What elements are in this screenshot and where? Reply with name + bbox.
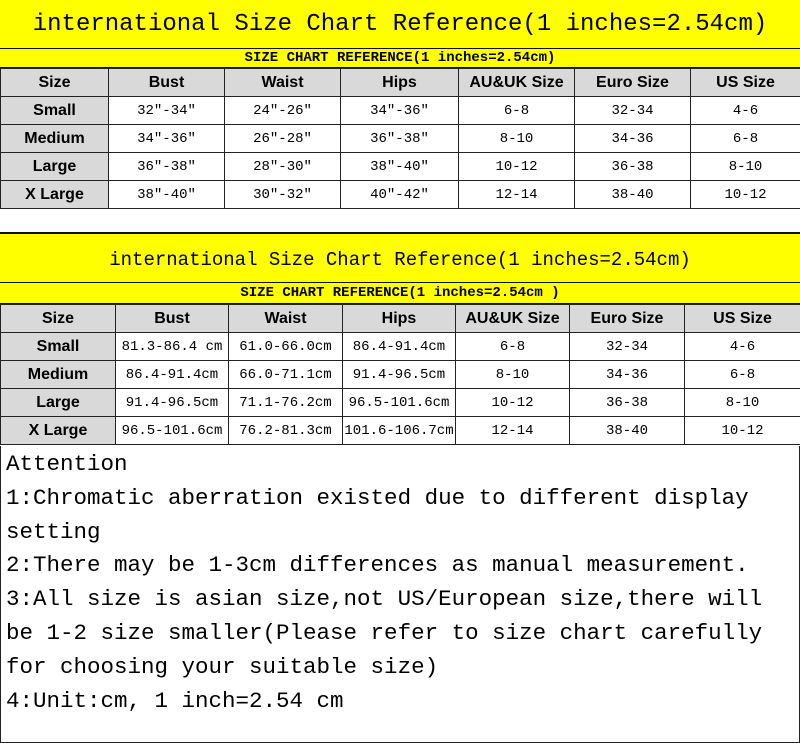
size-value: 86.4-91.4cm: [343, 333, 456, 361]
size-value: 81.3-86.4 cm: [116, 333, 229, 361]
size-value: 36″-38″: [341, 125, 459, 153]
size-chart-cm: [0, 232, 800, 445]
size-table: [0, 68, 800, 209]
size-value: 24″-26″: [225, 97, 341, 125]
size-value: 91.4-96.5cm: [343, 361, 456, 389]
column-header: Euro Size: [575, 69, 691, 97]
size-value: 36-38: [570, 389, 685, 417]
size-label: Large: [1, 153, 109, 181]
column-header: Bust: [109, 69, 225, 97]
size-label: Medium: [1, 125, 109, 153]
size-value: 4-6: [691, 97, 800, 125]
size-value: 4-6: [685, 333, 800, 361]
size-value: 76.2-81.3cm: [229, 417, 343, 445]
size-value: 10-12: [459, 153, 575, 181]
size-table: [0, 304, 800, 445]
size-value: 12-14: [456, 417, 570, 445]
table-row: [1, 361, 800, 389]
table-header-row: [1, 305, 800, 333]
column-header: Hips: [341, 69, 459, 97]
size-value: 6-8: [459, 97, 575, 125]
size-value: 66.0-71.1cm: [229, 361, 343, 389]
column-header: AU&UK Size: [459, 69, 575, 97]
size-value: 91.4-96.5cm: [116, 389, 229, 417]
column-header: US Size: [685, 305, 800, 333]
table-header-row: [1, 69, 800, 97]
size-value: 96.5-101.6cm: [343, 389, 456, 417]
size-value: 36″-38″: [109, 153, 225, 181]
table-row: [1, 97, 800, 125]
chart-subtitle: SIZE CHART REFERENCE(1 inches=2.54cm ): [0, 282, 800, 304]
size-chart-inches: [0, 0, 800, 209]
column-header: Waist: [225, 69, 341, 97]
size-value: 61.0-66.0cm: [229, 333, 343, 361]
size-value: 30″-32″: [225, 181, 341, 209]
column-header: Bust: [116, 305, 229, 333]
size-value: 86.4-91.4cm: [116, 361, 229, 389]
table-row: [1, 417, 800, 445]
chart-subtitle: SIZE CHART REFERENCE(1 inches=2.54cm): [0, 48, 800, 68]
size-value: 40″-42″: [341, 181, 459, 209]
size-value: 38″-40″: [109, 181, 225, 209]
size-value: 10-12: [456, 389, 570, 417]
size-value: 38-40: [575, 181, 691, 209]
size-value: 34-36: [575, 125, 691, 153]
size-value: 32-34: [575, 97, 691, 125]
size-value: 101.6-106.7cm: [343, 417, 456, 445]
column-header: Waist: [229, 305, 343, 333]
size-value: 34″-36″: [341, 97, 459, 125]
chart-title: international Size Chart Reference(1 inches=2.54cm): [0, 232, 800, 282]
size-value: 8-10: [691, 153, 800, 181]
size-value: 12-14: [459, 181, 575, 209]
size-value: 38″-40″: [341, 153, 459, 181]
size-value: 6-8: [691, 125, 800, 153]
attention-note: 2:There may be 1-3cm differences as manual measurement.: [6, 552, 749, 579]
attention-heading: Attention: [6, 451, 128, 477]
size-value: 10-12: [685, 417, 800, 445]
table-row: [1, 333, 800, 361]
size-label: Small: [1, 333, 116, 361]
size-value: 96.5-101.6cm: [116, 417, 229, 445]
size-label: Large: [1, 389, 116, 417]
size-label: Medium: [1, 361, 116, 389]
size-label: X Large: [1, 181, 109, 209]
table-row: [1, 125, 800, 153]
column-header: AU&UK Size: [456, 305, 570, 333]
column-header: Size: [1, 305, 116, 333]
attention-note: 1:Chromatic aberration existed due to different display setting: [6, 484, 749, 545]
chart-title: international Size Chart Reference(1 inches=2.54cm): [0, 0, 800, 48]
size-value: 34″-36″: [109, 125, 225, 153]
size-value: 34-36: [570, 361, 685, 389]
size-value: 32″-34″: [109, 97, 225, 125]
size-value: 10-12: [691, 181, 800, 209]
size-value: 36-38: [575, 153, 691, 181]
attention-note: 4:Unit:cm, 1 inch=2.54 cm: [6, 687, 344, 714]
attention-notes: [0, 446, 800, 743]
table-row: [1, 389, 800, 417]
size-value: 8-10: [459, 125, 575, 153]
column-header: US Size: [691, 69, 800, 97]
size-label: Small: [1, 97, 109, 125]
size-label: X Large: [1, 417, 116, 445]
size-value: 8-10: [685, 389, 800, 417]
table-row: [1, 153, 800, 181]
size-value: 28″-30″: [225, 153, 341, 181]
size-value: 6-8: [456, 333, 570, 361]
size-value: 8-10: [456, 361, 570, 389]
size-value: 26″-28″: [225, 125, 341, 153]
column-header: Size: [1, 69, 109, 97]
size-value: 71.1-76.2cm: [229, 389, 343, 417]
size-value: 38-40: [570, 417, 685, 445]
attention-note: 3:All size is asian size,not US/European size,there will be 1-2 size smaller(Please refer to size chart carefully for choosing your suitable size): [6, 586, 763, 680]
table-row: [1, 181, 800, 209]
column-header: Euro Size: [570, 305, 685, 333]
size-value: 32-34: [570, 333, 685, 361]
column-header: Hips: [343, 305, 456, 333]
size-value: 6-8: [685, 361, 800, 389]
